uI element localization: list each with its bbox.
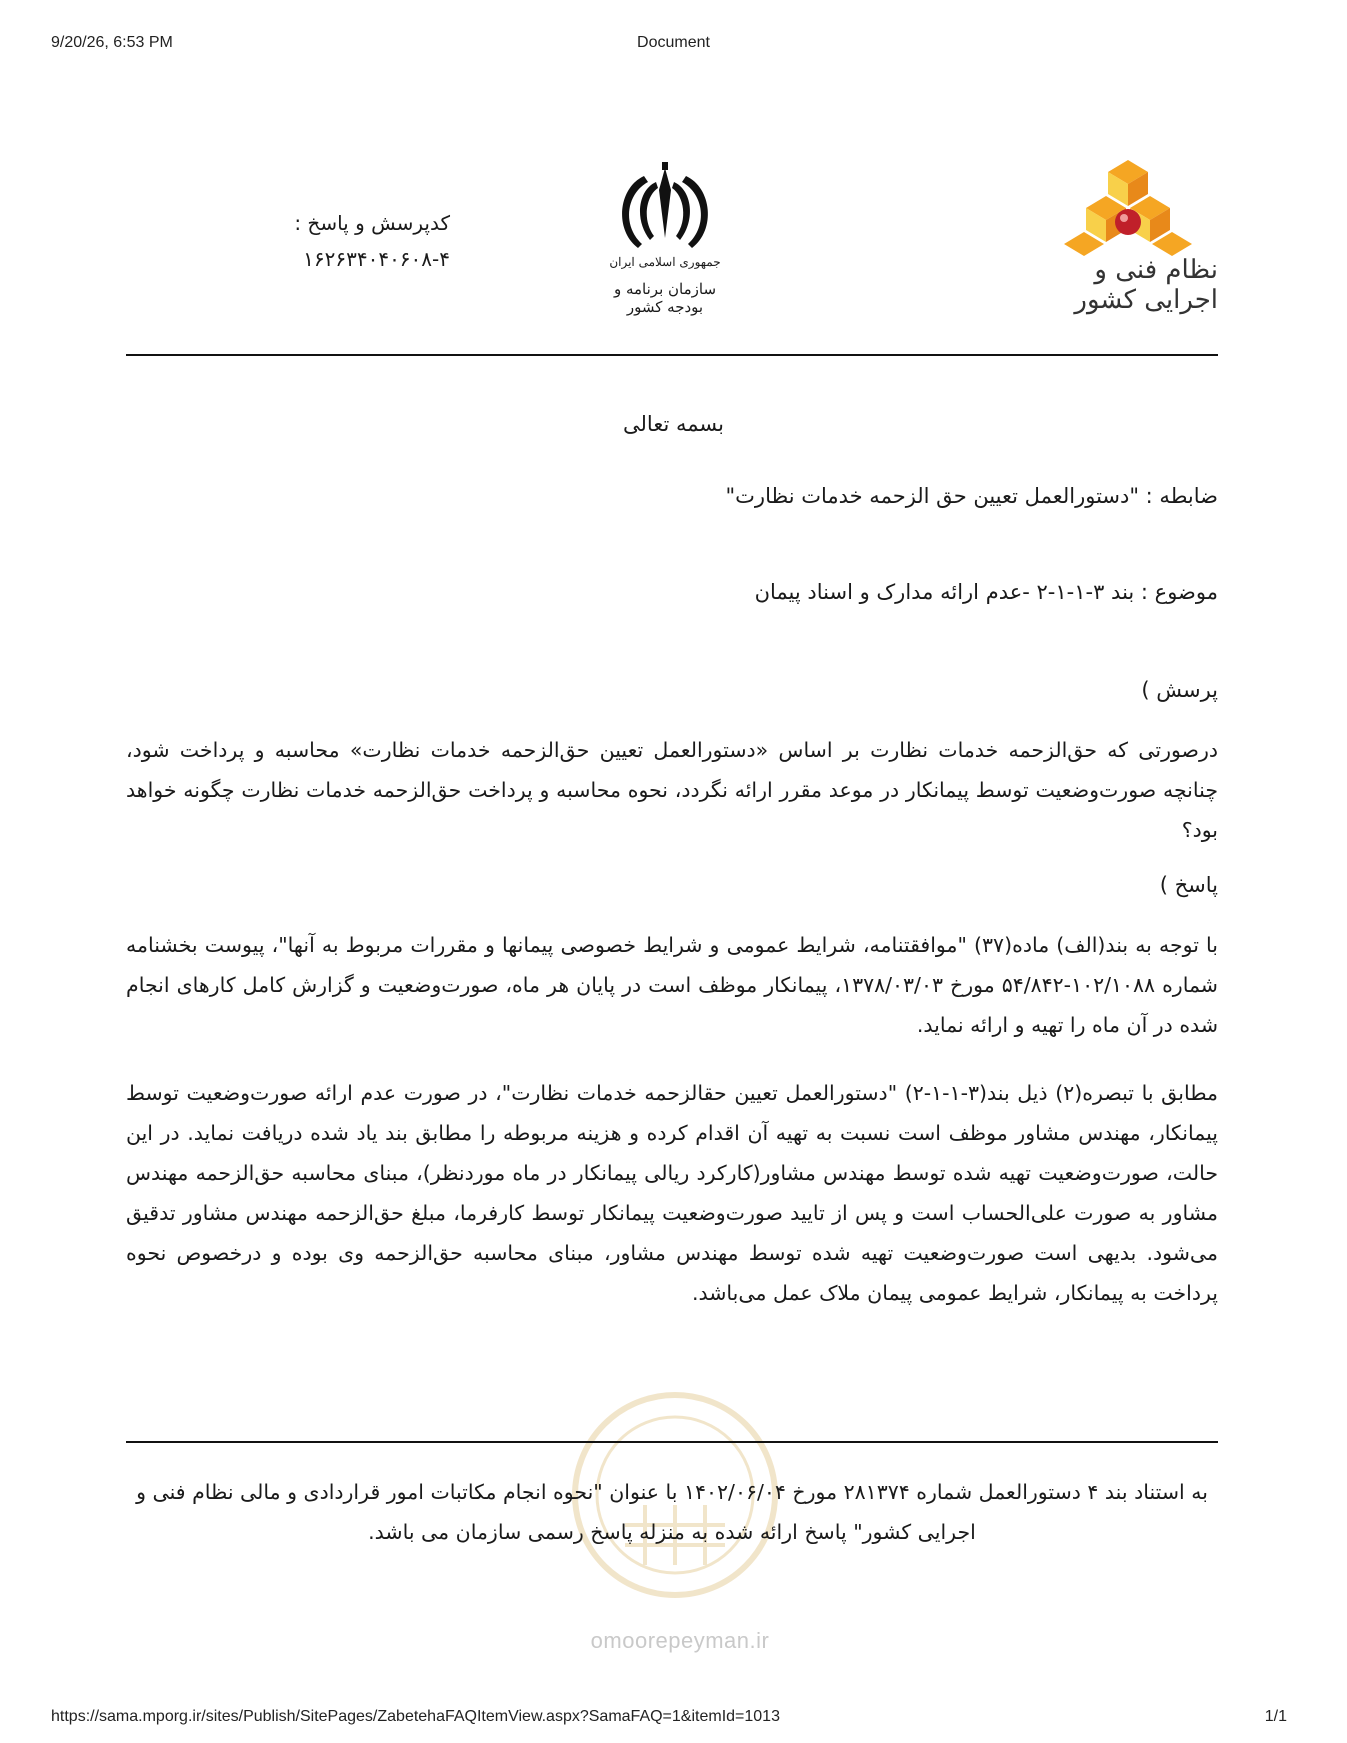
question-text: درصورتی که حق‌الزحمه خدمات نظارت بر اساس «دستورالعمل تعیین حق‌الزحمه خدمات نظارت» محاسبه و پرداخت شود، چنانچه صورت‌وضعیت توسط پیمانکار در موعد مقرر ارائه نگردد، نحوه محاسبه و پرداخت حق‌الزحمه خدمات نظارت چگونه خواهد بود؟ <box>126 738 1218 842</box>
qa-code-label: کدپرسش و پاسخ : <box>294 211 450 235</box>
subject-line: موضوع : بند ۳-۱-۱-۲ -عدم ارائه مدارک و اسناد پیمان <box>754 580 1218 604</box>
footer-divider <box>126 1441 1218 1443</box>
bismillah: بسمه تعالی <box>623 412 724 436</box>
qa-code-value: ۱۶۲۶۳۴۰۴۰۶۰۸-۴ <box>303 247 450 271</box>
emblem-caption-organization: سازمان برنامه و بودجه کشور <box>613 280 717 316</box>
print-header <box>0 34 1347 56</box>
answer-heading: پاسخ ) <box>1159 873 1218 897</box>
official-footnote: به استناد بند ۴ دستورالعمل شماره ۲۸۱۳۷۴ مورخ ۱۴۰۲/۰۶/۰۴ با عنوان "نحوه انجام مکاتبات امور قراردادی و مالی نظام فنی و اجرایی کشور" پاسخ ارائه شده به منزله پاسخ رسمی سازمان می باشد. <box>136 1480 1208 1544</box>
logo-blocks-icon <box>1064 160 1192 256</box>
emblem-caption-republic: جمهوری اسلامی ایران <box>609 255 721 269</box>
org-name-caption: نظام فنی و اجرایی کشور <box>1074 255 1218 315</box>
answer-paragraph-1: با توجه به بند(الف) ماده(۳۷) "موافقتنامه، شرایط عمومی و شرایط خصوصی پیمانها و مقررات مربوط به آنها"، پیوست بخشنامه شماره ۱۰۲/۱۰۸۸-۵۴/۸۴۲ مورخ ۱۳۷۸/۰۳/۰۳، پیمانکار موظف است در پایان هر ماه، صورت‌وضعیت و گزارش کامل کارهای انجام شده در آن ماه را تهیه و ارائه نماید. <box>126 933 1219 1037</box>
print-footer <box>0 1708 1347 1730</box>
watermark-site: omoorepeyman.ir <box>590 1628 770 1653</box>
emblem-icon <box>622 162 708 248</box>
zabeteh-line: ضابطه : "دستورالعمل تعیین حق الزحمه خدمات نظارت" <box>725 484 1218 508</box>
print-doc-title: Document <box>637 34 710 51</box>
question-heading: پرسش ) <box>1141 678 1218 702</box>
qa-code-block <box>250 205 450 277</box>
print-page-number: 1/1 <box>1264 1708 1287 1725</box>
answer-paragraph-2: مطابق با تبصره(۲) ذیل بند(۳-۱-۱-۲) "دستورالعمل تعیین حقالزحمه خدمات نظارت"، در صورت عدم ارائه صورت‌وضعیت توسط پیمانکار، مهندس مشاور موظف است نسبت به تهیه آن اقدام کرده و هزینه مربوطه را مطابق بند یاد شده دریافت نماید. در این حالت، صورت‌وضعیت تهیه شده توسط مهندس مشاور(کارکرد ریالی پیمانکار در ماه موردنظر)، مبنای محاسبه حق‌الزحمه مهندس مشاور به صورت علی‌الحساب است و پس از تایید صورت‌وضعیت پیمانکار توسط کارفرما، مبلغ حق‌الزحمه مهندس مشاور تدقیق می‌شود. بدیهی است صورت‌وضعیت تهیه شده توسط مهندس مشاور، مبنای محاسبه حق‌الزحمه وی بوده و درخصوص نحوه پرداخت به پیمانکار، شرایط عمومی پیمان ملاک عمل می‌باشد. <box>126 1081 1218 1305</box>
header-divider <box>126 354 1218 356</box>
print-datetime: 9/20/26, 6:53 PM <box>51 34 173 51</box>
print-url: https://sama.mporg.ir/sites/Publish/SitePages/ZabetehaFAQItemView.aspx?SamaFAQ=1&itemId=1013 <box>51 1708 780 1725</box>
